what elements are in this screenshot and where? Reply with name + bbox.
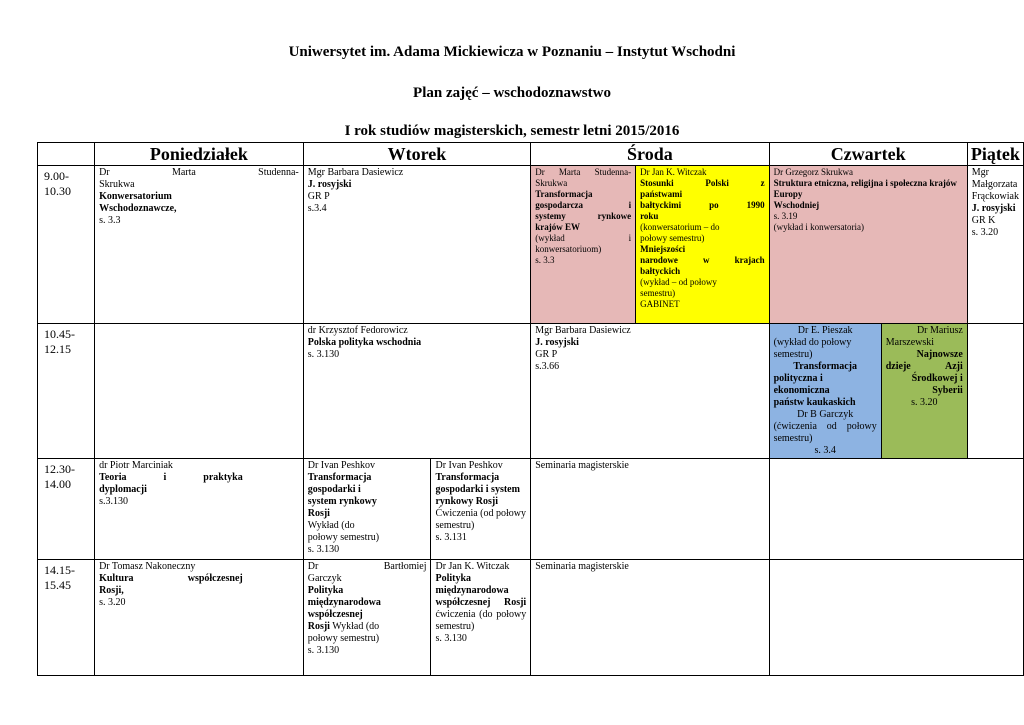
class-cell-wed-1a: Dr Marta Studenna- Skrukwa Transformacja gospodarcza i systemy rynkowe krajów EW (wykład i konwersatoriuom) s. 3.3 xyxy=(531,166,636,324)
plan-title: Plan zajęć – wschodoznawstwo xyxy=(413,85,611,101)
class-cell-fri-2 xyxy=(967,324,1023,459)
semester-title: I rok studiów magisterskich, semestr letni 2015/2016 xyxy=(344,123,680,139)
class-cell-thu-fri-3 xyxy=(769,459,1023,560)
class-cell-mon-1: Dr Marta Studenna- Skrukwa Konwersatorium Wschodoznawcze, s. 3.3 xyxy=(95,166,304,324)
class-cell-thu-1: Dr Grzegorz Skrukwa Struktura etniczna, religijna i społeczna krajów Europy Wschodniej s. 3.19 (wykład i konwersatoria) xyxy=(769,166,967,324)
time-slot-4: 14.15- 15.45 xyxy=(38,560,95,676)
class-cell-wed-2: Mgr Barbara Dasiewicz J. rosyjski GR P s.3.66 xyxy=(531,324,769,459)
time-slot-3: 12.30- 14.00 xyxy=(38,459,95,560)
class-cell-mon-3: dr Piotr Marciniak Teoria i praktyka dyplomacji s.3.130 xyxy=(95,459,304,560)
timetable xyxy=(37,142,1024,676)
class-cell-mon-4: Dr Tomasz Nakoneczny Kultura współczesnej Rosji, s. 3.20 xyxy=(95,560,304,676)
class-cell-tue-3b: Dr Ivan Peshkov Transformacja gospodarki i system rynkowy Rosji Ćwiczenia (od połowy semestru) s. 3.131 xyxy=(431,459,531,560)
class-cell-wed-4: Seminaria magisterskie xyxy=(531,560,769,676)
class-cell-thu-2b: Dr Mariusz Marszewski Najnowsze dzieje Azji Środkowej i Syberii s. 3.20 xyxy=(881,324,967,459)
day-monday: Poniedziałek xyxy=(95,143,304,166)
class-cell-fri-1: Mgr Małgorzata Frąckowiak J. rosyjski GR K s. 3.20 xyxy=(967,166,1023,324)
time-slot-2: 10.45- 12.15 xyxy=(38,324,95,459)
class-cell-thu-fri-4 xyxy=(769,560,1023,676)
slot-row-3 xyxy=(38,459,1024,560)
document-title: Uniwersytet im. Adama Mickiewicza w Poznaniu – Instytut Wschodni xyxy=(288,44,736,60)
day-thursday: Czwartek xyxy=(769,143,967,166)
class-cell-wed-1b: Dr Jan K. Witczak Stosunki Polski z państwami bałtyckimi po 1990 roku (konwersatorium – do połowy semestru) Mniejszości narodowe w krajach bałtyckich (wykład – od połowy semestru) GABINET xyxy=(636,166,770,324)
class-cell-thu-2a: Dr E. Pieszak (wykład do połowy semestru) Transformacja polityczna i ekonomiczna państw kaukaskich Dr B Garczyk (ćwiczenia od połowy semestru) s. 3.4 xyxy=(769,324,881,459)
corner-cell xyxy=(38,143,95,166)
day-friday: Piątek xyxy=(967,143,1023,166)
slot-row-2 xyxy=(38,324,1024,459)
day-wednesday: Środa xyxy=(531,143,769,166)
slot-row-4 xyxy=(38,560,1024,676)
class-cell-mon-2 xyxy=(95,324,304,459)
class-cell-wed-3: Seminaria magisterskie xyxy=(531,459,769,560)
day-tuesday: Wtorek xyxy=(303,143,530,166)
class-cell-tue-4b: Dr Jan K. Witczak Polityka międzynarodowa współczesnej Rosji ćwiczenia (do połowy semestru) s. 3.130 xyxy=(431,560,531,676)
day-header-row xyxy=(38,143,1024,166)
class-cell-tue-2: dr Krzysztof Fedorowicz Polska polityka wschodnia s. 3.130 xyxy=(303,324,530,459)
class-cell-tue-3a: Dr Ivan Peshkov Transformacja gospodarki i system rynkowy Rosji Wykład (do połowy semestru) s. 3.130 xyxy=(303,459,431,560)
class-cell-tue-1: Mgr Barbara Dasiewicz J. rosyjski GR P s.3.4 xyxy=(303,166,530,324)
slot-row-1 xyxy=(38,166,1024,324)
time-slot-1: 9.00- 10.30 xyxy=(38,166,95,324)
class-cell-tue-4a: Dr Bartłomiej Garczyk Polityka międzynarodowa współczesnej Rosji Wykład (do połowy semestru) s. 3.130 xyxy=(303,560,431,676)
